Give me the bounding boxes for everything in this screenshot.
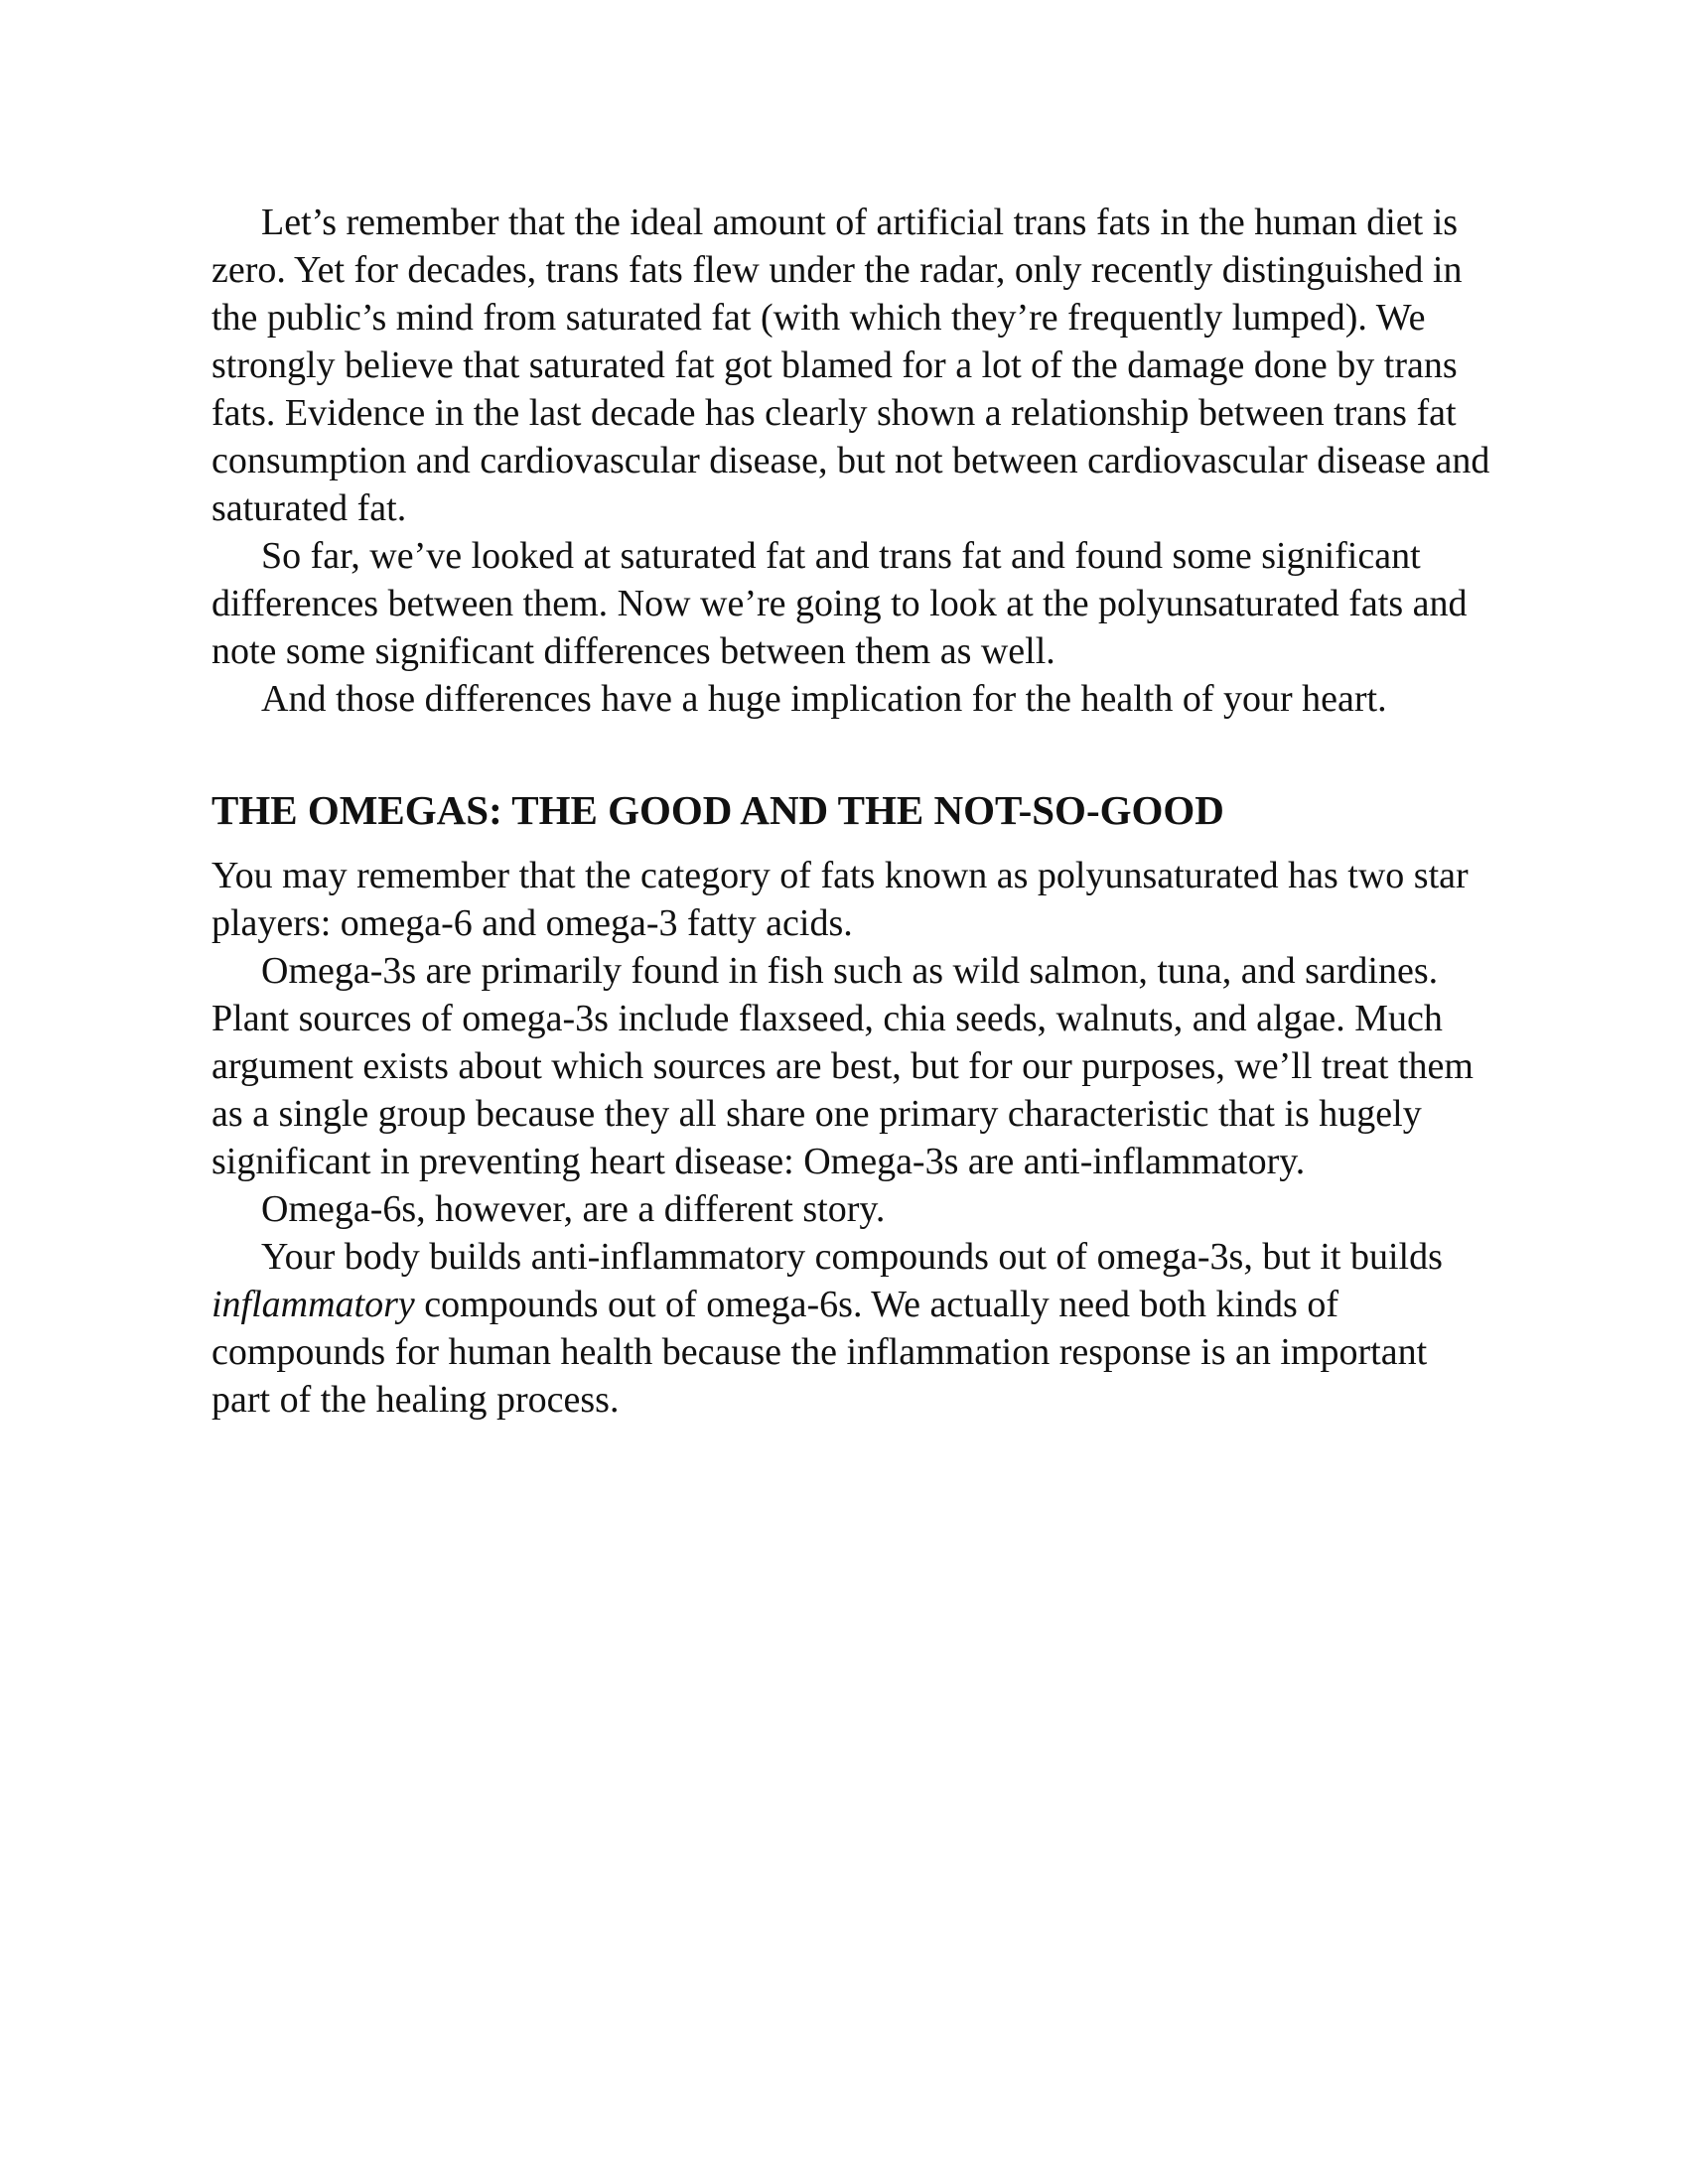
- paragraph-polyunsaturated: You may remember that the category of fats known as polyunsaturated has two star players: omega-6 and omega-3 fatty acids.: [211, 855, 1469, 944]
- compounds-text-part2: compounds out of omega-6s. We actually need both kinds of compounds for human health because the inflammation response is an important part of the healing process.: [211, 1284, 1428, 1421]
- paragraph-omega-6: Omega-6s, however, are a different story.: [261, 1188, 886, 1230]
- paragraph-differences: And those differences have a huge implication for the health of your heart.: [261, 678, 1387, 720]
- emphasis-inflammatory: inflammatory: [211, 1284, 415, 1325]
- paragraph-so-far: So far, we’ve looked at saturated fat and trans fat and found some significant differences between them. Now we’re going to look at the polyunsaturated fats and note some significant differences between them as well.: [211, 535, 1468, 672]
- paragraph-trans-fats: Let’s remember that the ideal amount of artificial trans fats in the human diet is zero. Yet for decades, trans fats flew under the radar, only recently distinguished in the public’s mind from saturated fat (with which they’re frequently lumped). We strongly believe that saturated fat got blamed for a lot of the damage done by trans fats. Evidence in the last decade has clearly shown a relationship between trans fat consumption and cardiovascular disease, but not between cardiovascular disease and saturated fat.: [211, 202, 1490, 529]
- paragraph-omega-3-sources: Omega-3s are primarily found in fish such as wild salmon, tuna, and sardines. Plant sources of omega-3s include flaxseed, chia seeds, walnuts, and algae. Much argument exists about which sources are best, but for our purposes, we’ll treat them as a single group because they all share one primary characteristic that is hugely significant in preventing heart disease: Omega-3s are anti-inflammatory.: [211, 950, 1474, 1182]
- section-heading: THE OMEGAS: THE GOOD AND THE NOT-SO-GOOD: [211, 787, 1224, 833]
- paragraph-compounds: [211, 1233, 1492, 1424]
- compounds-text-part1: Your body builds anti-inflammatory compounds out of omega-3s, but it builds: [261, 1236, 1443, 1278]
- page-body: [211, 199, 1492, 1424]
